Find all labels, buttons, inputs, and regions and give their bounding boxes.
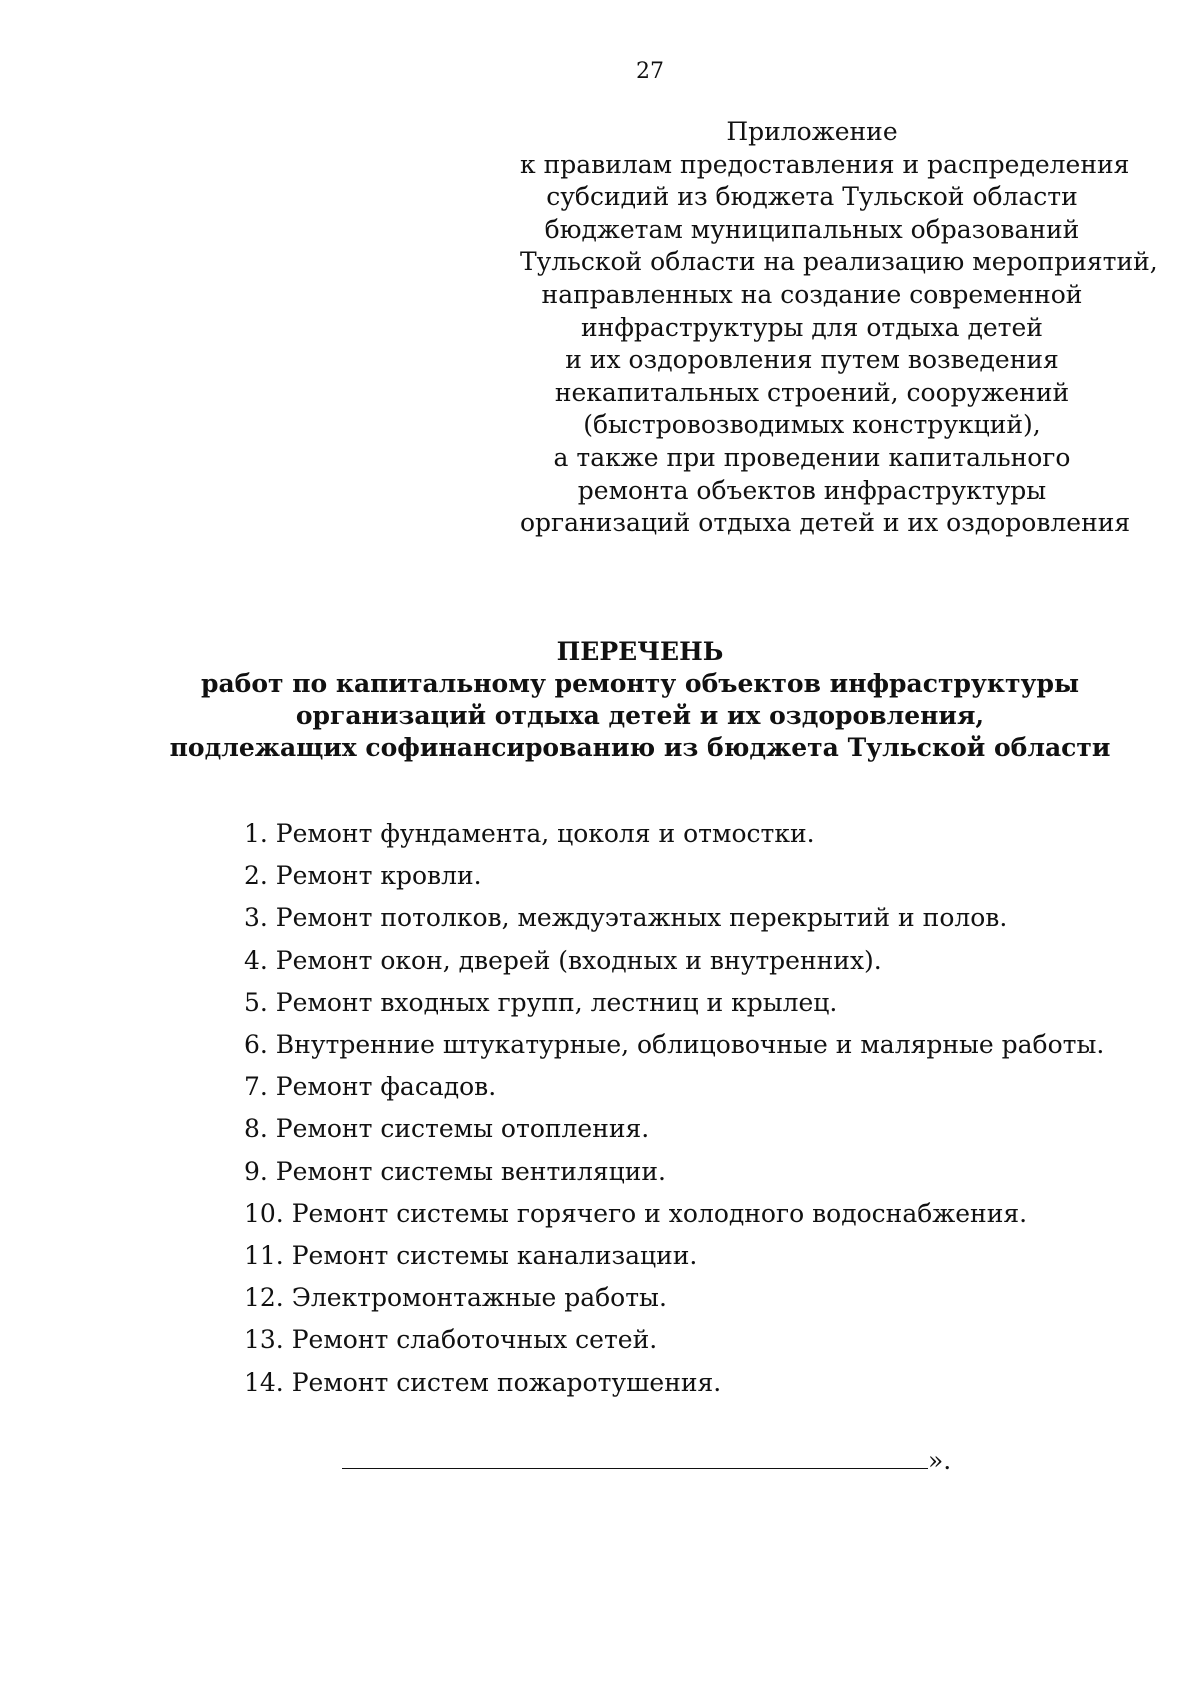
document-heading xyxy=(150,636,1130,764)
list-item: 3. Ремонт потолков, междуэтажных перекрытий и полов. xyxy=(244,903,1008,933)
heading-subtitle-line: работ по капитальному ремонту объектов инфраструктуры xyxy=(200,669,1080,698)
appendix-line: субсидий из бюджета Тульской области xyxy=(546,182,1078,212)
closing-quote-mark: ». xyxy=(928,1446,952,1475)
appendix-line: бюджетам муниципальных образований xyxy=(544,214,1080,244)
appendix-line: Приложение xyxy=(726,117,898,146)
heading-subtitle-line: подлежащих софинансированию из бюджета Тульской области xyxy=(169,733,1111,762)
list-item: 5. Ремонт входных групп, лестниц и крылец. xyxy=(244,987,838,1017)
appendix-line: некапитальных строений, сооружений xyxy=(554,377,1070,407)
list-item: 10. Ремонт системы горячего и холодного водоснабжения. xyxy=(244,1198,1028,1228)
list-item: 13. Ремонт слаботочных сетей. xyxy=(244,1325,658,1355)
work-list xyxy=(244,813,1144,1404)
list-item: 11. Ремонт системы канализации. xyxy=(244,1241,698,1271)
appendix-block xyxy=(520,116,1158,540)
appendix-line: Тульской области на реализацию мероприятий, xyxy=(520,247,1158,277)
appendix-line: к правилам предоставления и распределения xyxy=(520,149,1130,179)
appendix-line: (быстровозводимых конструкций), xyxy=(583,410,1041,440)
list-item: 8. Ремонт системы отопления. xyxy=(244,1114,650,1144)
list-item: 1. Ремонт фундамента, цоколя и отмостки. xyxy=(244,819,815,848)
list-item: 2. Ремонт кровли. xyxy=(244,861,482,891)
appendix-line: и их оздоровления путем возведения xyxy=(565,345,1059,375)
list-item: 4. Ремонт окон, дверей (входных и внутренних). xyxy=(244,945,882,975)
list-item: 14. Ремонт систем пожаротушения. xyxy=(244,1367,722,1397)
page-number: 27 xyxy=(636,59,664,84)
list-item: 12. Электромонтажные работы. xyxy=(244,1283,667,1313)
appendix-line: ремонта объектов инфраструктуры xyxy=(577,475,1047,505)
closing-line-block xyxy=(342,1442,951,1477)
list-item: 9. Ремонт системы вентиляции. xyxy=(244,1156,666,1186)
heading-title: ПЕРЕЧЕНЬ xyxy=(556,637,724,666)
appendix-line: организаций отдыха детей и их оздоровления xyxy=(520,508,1131,538)
heading-subtitle-line: организаций отдыха детей и их оздоровления, xyxy=(295,701,985,730)
appendix-line: направленных на создание современной xyxy=(541,279,1083,309)
signature-underline xyxy=(342,1442,928,1469)
list-item: 7. Ремонт фасадов. xyxy=(244,1072,497,1102)
appendix-line: а также при проведении капитального xyxy=(553,442,1071,472)
list-item: 6. Внутренние штукатурные, облицовочные и малярные работы. xyxy=(244,1030,1105,1060)
appendix-line: инфраструктуры для отдыха детей xyxy=(581,312,1043,342)
